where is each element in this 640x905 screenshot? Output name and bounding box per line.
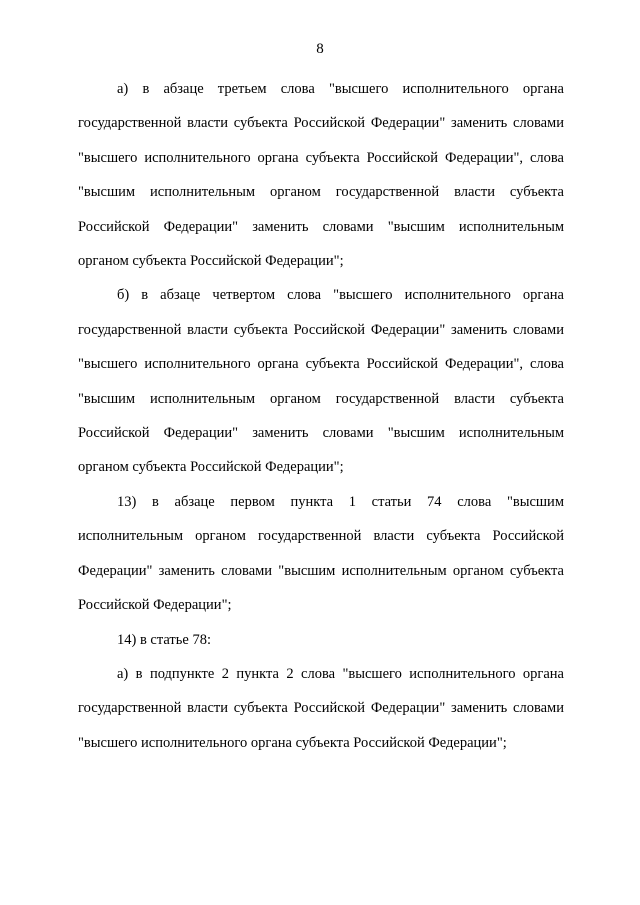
paragraph-amend-a-third: а) в абзаце третьем слова "высшего исполнительного органа государственной власти субъекта Российской Федерации" заменить словами "высшего исполнительного органа субъекта Российской Федерации", слова "высшим исполнительным органом государственной власти субъекта Российской Федерации" заменить словами "высшим исполнительным органом субъекта Российской Федерации"; xyxy=(78,81,564,270)
paragraph-item-13: 13) в абзаце первом пункта 1 статьи 74 слова "высшим исполнительным органом государственной власти субъекта Российской Федерации" заменить словами "высшим исполнительным органом субъекта Российской Федерации"; xyxy=(78,493,564,614)
paragraph-item-14: 14) в статье 78: xyxy=(117,631,211,648)
paragraph-amend-b-fourth: б) в абзаце четвертом слова "высшего исполнительного органа государственной власти субъекта Российской Федерации" заменить словами "высшего исполнительного органа субъекта Российской Федерации", слова "высшим исполнительным органом государственной власти субъекта Российской Федерации" заменить словами "высшим исполнительным органом субъекта Российской Федерации"; xyxy=(78,287,564,476)
document-body xyxy=(78,72,564,760)
paragraph-amend-a-subitem: а) в подпункте 2 пункта 2 слова "высшего исполнительного органа государственной власти субъекта Российской Федерации" заменить словами "высшего исполнительного органа субъекта Российской Федерации"; xyxy=(78,665,564,751)
page-number: 8 xyxy=(316,41,324,57)
